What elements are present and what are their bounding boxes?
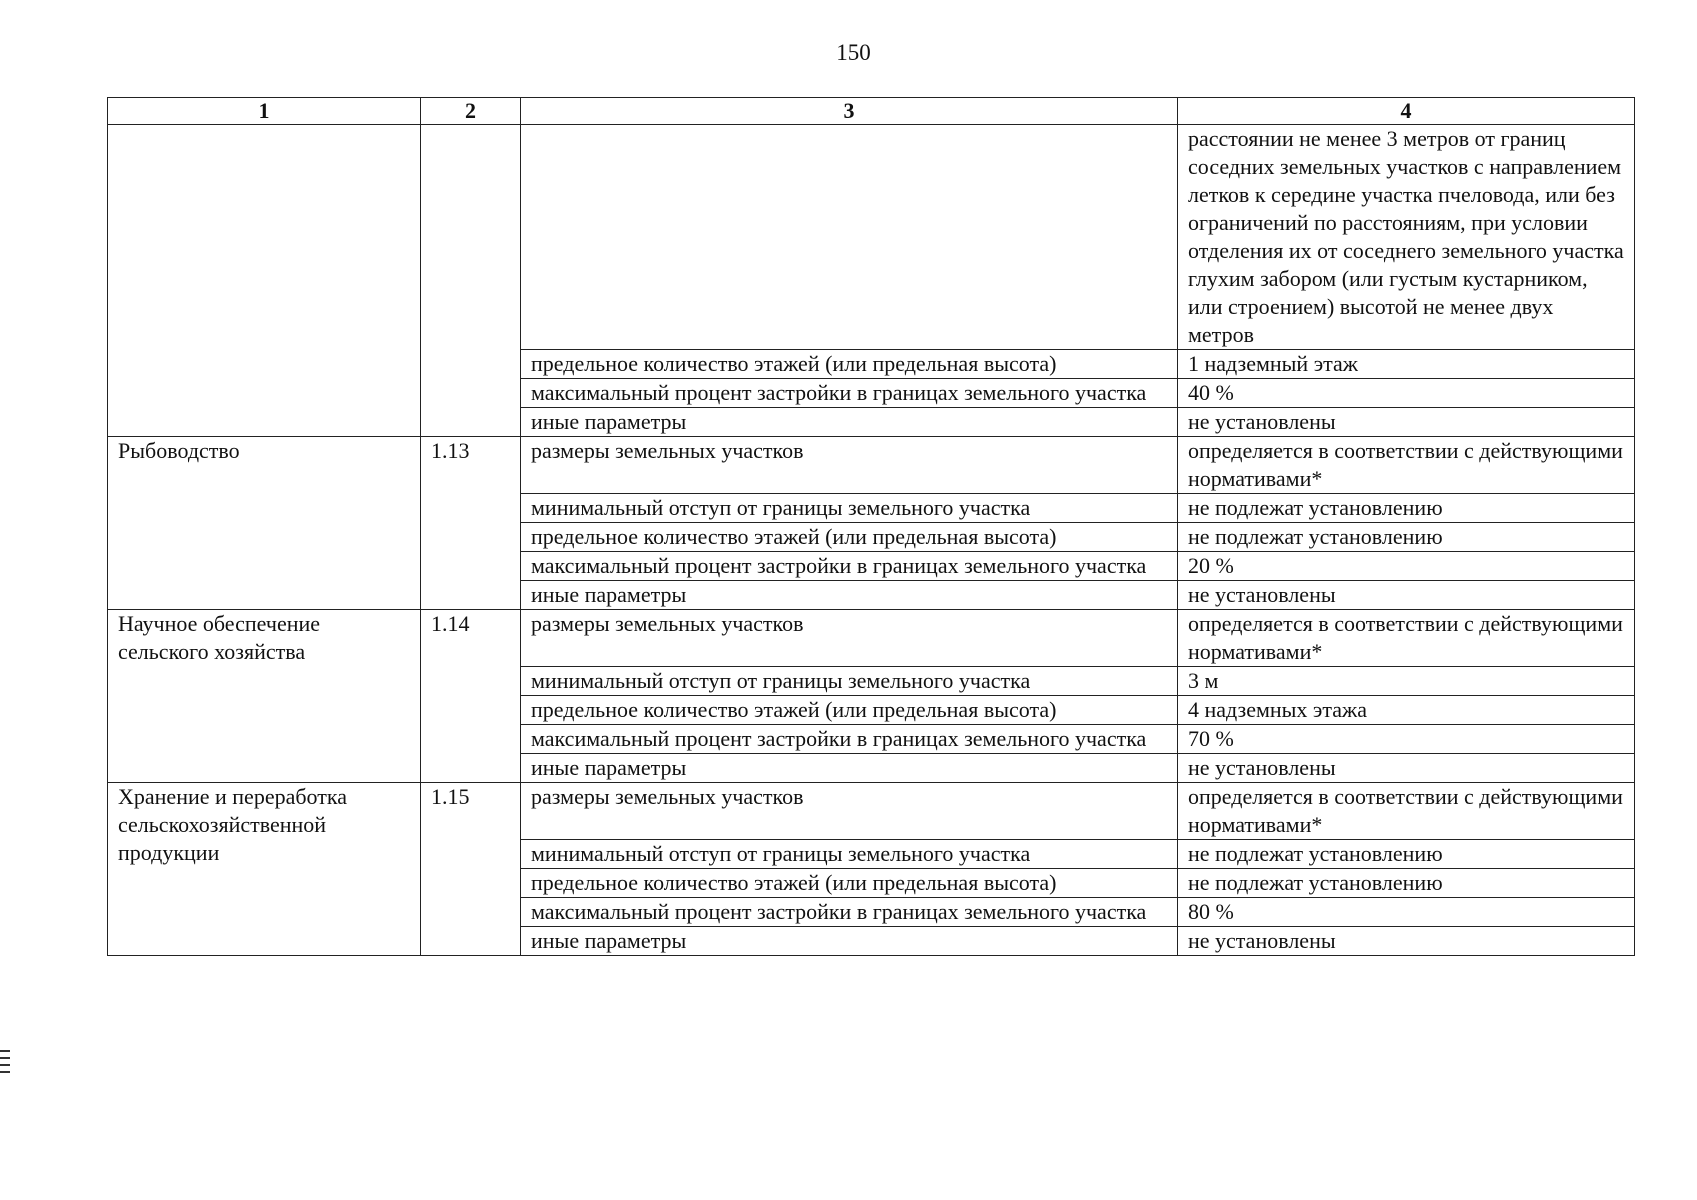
value-cell: 40 % bbox=[1178, 379, 1635, 408]
header-col-2: 2 bbox=[421, 98, 521, 125]
param-cell bbox=[521, 125, 1178, 350]
parameters-table bbox=[107, 97, 1635, 956]
param-cell: размеры земельных участков bbox=[521, 783, 1178, 840]
value-cell: не установлены bbox=[1178, 754, 1635, 783]
use-code-cell: 1.13 bbox=[421, 437, 521, 610]
value-cell: определяется в соответствии с действующими нормативами* bbox=[1178, 783, 1635, 840]
param-cell: предельное количество этажей (или предельная высота) bbox=[521, 869, 1178, 898]
param-cell: минимальный отступ от границы земельного участка bbox=[521, 494, 1178, 523]
table-row bbox=[108, 437, 1635, 494]
value-cell: 1 надземный этаж bbox=[1178, 350, 1635, 379]
header-col-3: 3 bbox=[521, 98, 1178, 125]
param-cell: иные параметры bbox=[521, 754, 1178, 783]
header-col-4: 4 bbox=[1178, 98, 1635, 125]
value-cell: не подлежат установлению bbox=[1178, 840, 1635, 869]
scan-mark bbox=[0, 1050, 10, 1052]
param-cell: иные параметры bbox=[521, 408, 1178, 437]
scan-mark bbox=[0, 1057, 10, 1059]
param-cell: предельное количество этажей (или предельная высота) bbox=[521, 523, 1178, 552]
value-cell: 3 м bbox=[1178, 667, 1635, 696]
value-cell: не установлены bbox=[1178, 408, 1635, 437]
param-cell: максимальный процент застройки в границах земельного участка bbox=[521, 552, 1178, 581]
scan-mark bbox=[0, 1064, 10, 1066]
header-col-1: 1 bbox=[108, 98, 421, 125]
param-cell: иные параметры bbox=[521, 927, 1178, 956]
value-cell: 70 % bbox=[1178, 725, 1635, 754]
value-cell: не подлежат установлению bbox=[1178, 523, 1635, 552]
table-row bbox=[108, 783, 1635, 840]
scan-mark bbox=[0, 1071, 10, 1073]
value-cell: определяется в соответствии с действующими нормативами* bbox=[1178, 437, 1635, 494]
value-cell: не установлены bbox=[1178, 927, 1635, 956]
table-row bbox=[108, 610, 1635, 667]
use-code-cell: 1.15 bbox=[421, 783, 521, 956]
use-code-cell bbox=[421, 125, 521, 437]
value-cell: 80 % bbox=[1178, 898, 1635, 927]
param-cell: размеры земельных участков bbox=[521, 437, 1178, 494]
param-cell: минимальный отступ от границы земельного участка bbox=[521, 667, 1178, 696]
param-cell: предельное количество этажей (или предельная высота) bbox=[521, 350, 1178, 379]
header-row bbox=[108, 98, 1635, 125]
param-cell: максимальный процент застройки в границах земельного участка bbox=[521, 898, 1178, 927]
param-cell: максимальный процент застройки в границах земельного участка bbox=[521, 725, 1178, 754]
param-cell: иные параметры bbox=[521, 581, 1178, 610]
param-cell: предельное количество этажей (или предельная высота) bbox=[521, 696, 1178, 725]
value-cell: не подлежат установлению bbox=[1178, 869, 1635, 898]
scan-margin-marks bbox=[0, 1050, 10, 1078]
use-name-cell: Рыбоводство bbox=[108, 437, 421, 610]
value-cell: не подлежат установлению bbox=[1178, 494, 1635, 523]
value-cell: не установлены bbox=[1178, 581, 1635, 610]
value-cell: 20 % bbox=[1178, 552, 1635, 581]
use-name-cell bbox=[108, 125, 421, 437]
value-cell: 4 надземных этажа bbox=[1178, 696, 1635, 725]
param-cell: максимальный процент застройки в границах земельного участка bbox=[521, 379, 1178, 408]
value-cell: определяется в соответствии с действующими нормативами* bbox=[1178, 610, 1635, 667]
use-code-cell: 1.14 bbox=[421, 610, 521, 783]
use-name-cell: Научное обеспечение сельского хозяйства bbox=[108, 610, 421, 783]
value-cell: расстоянии не менее 3 метров от границ соседних земельных участков с направлением летков к середине участка пчеловода, или без ограничений по расстояниям, при условии отделения их от соседнего земельного участка глухим забором (или густым кустарником, или строением) высотой не менее двух метров bbox=[1178, 125, 1635, 350]
page-number: 150 bbox=[836, 40, 871, 65]
param-cell: минимальный отступ от границы земельного участка bbox=[521, 840, 1178, 869]
use-name-cell: Хранение и переработка сельскохозяйственной продукции bbox=[108, 783, 421, 956]
table-row bbox=[108, 125, 1635, 350]
param-cell: размеры земельных участков bbox=[521, 610, 1178, 667]
